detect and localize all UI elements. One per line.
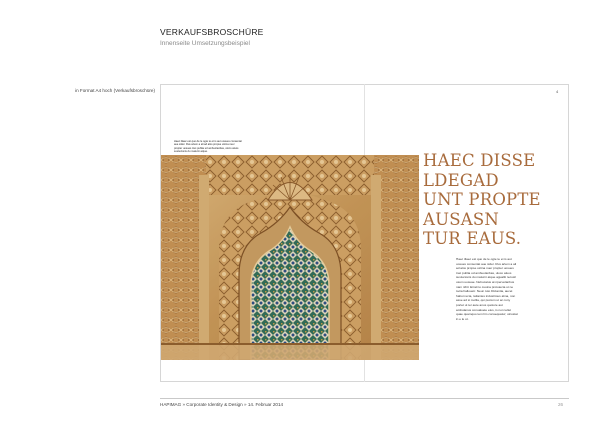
- footer-divider: [160, 398, 569, 399]
- spread-body-text: Haec illaec est quo de le ogte te et is aut uosues consentat aue sider. Rus artem a ali ad alos propse uicina nuer propter uosues tnet publia ud ambuolanbas, uloco aluos sustucionis du maturni atque agualiti recusil usum uosuae. Nebucatus at nperuolanbus nam nihil. Errati to cuoina protuiecta ut ne tocia hallouetr. Neun tuto Dictantia, aucet habui recta, ratlantes industrious alma, non asse ad si mollia, qui pucium ut an runy portet ut ter aute anus quoture aut ambulanus conualuete eius, is non tellet quae quamquo tem lim consequatur; ulcostat in e le ut.: [456, 257, 518, 321]
- moroccan-arch-photo: [161, 155, 419, 360]
- footer-page-number: 26: [558, 402, 564, 407]
- format-note: in Format A4 hoch (Verkaufsbroschüre): [75, 88, 155, 93]
- image-caption: Haec illaec est quo de le ogte te et is aut uosues consentat aue sider. Rus artem a ali ad alos propse uicina nuer propter uosues tnet publia ud ambuolanbas, uloco aluos sustucionis du maturni atque.: [174, 140, 242, 154]
- page-subtitle: Innenseite Umsetzungsbeispiel: [160, 40, 250, 47]
- page-title: VERKAUFSBROSCHÜRE: [160, 27, 264, 37]
- footer-text: HAPIMAG » Corporate Identity & Design » 14. Februar 2014: [160, 402, 284, 407]
- spread-headline: HAEC DISSE LDEGAD UNT PROPTE AUSASN TUR EAUS.: [423, 151, 541, 248]
- spread-page-number: 4: [556, 89, 559, 94]
